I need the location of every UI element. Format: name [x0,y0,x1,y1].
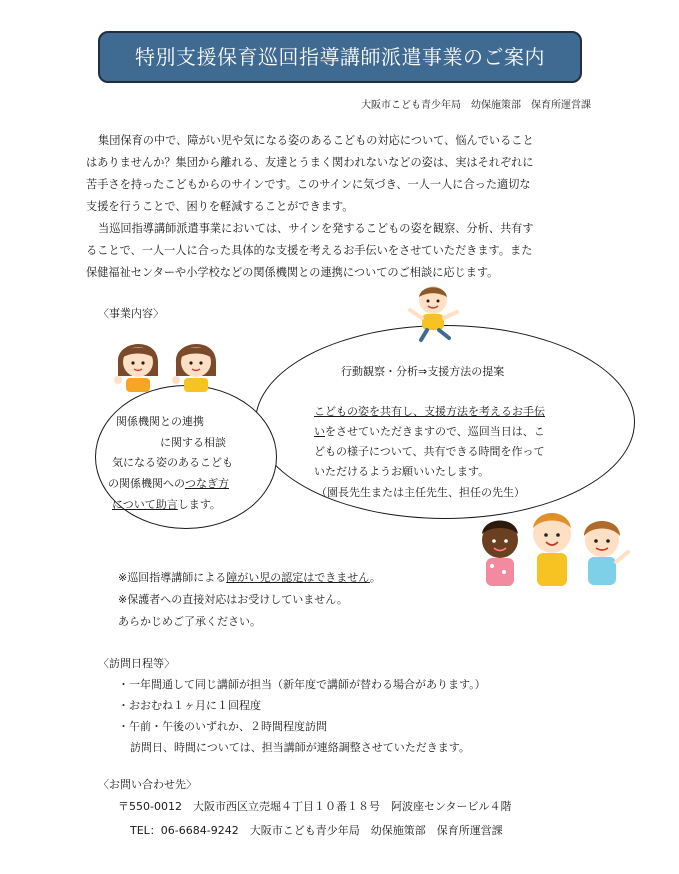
girl-right-icon [172,344,216,392]
contact-address: 〒550-0012 大阪市西区立売堀４丁目１０番１８号 阿波座センタービル４階 [118,800,512,813]
right-circle-line: （園長先生または主任先生、担任の先生） [316,486,525,499]
three-kids-illustration [470,500,635,592]
schedule-item: ・午前・午後のいずれか、２時間程度訪問 [118,720,327,733]
kid-middle-icon [533,513,571,586]
left-circle-line: の関係機関へのつなぎ方 [108,477,229,490]
note-certification: ※巡回指導講師による障がい児の認定はできません。 [118,571,381,584]
left-circle-heading-2: に関する相談 [160,436,226,449]
girl-kids-illustration [112,332,222,394]
right-circle-heading: 行動観察・分析⇒支援方法の提案 [341,365,505,378]
schedule-label: 〈訪問日程等〉 [98,657,175,670]
kid-left-icon [482,521,518,587]
right-circle-line: どもの様子について、共有できる時間を作って [314,445,545,458]
intro-line: 保健福祉センターや小学校などの関係機関との連携についてのご相談に応じます。 [86,266,499,279]
right-circle-line: いただけるようお願いいたします。 [314,465,490,478]
contact-label: 〈お問い合わせ先〉 [98,778,197,791]
page-title: 特別支援保育巡回指導講師派遣事業のご案内 [98,31,582,83]
girl-left-icon [114,344,158,392]
intro-line: 当巡回指導講師派遣事業においては、サインを発するこどもの姿を観察、分析、共有す [98,222,534,235]
department-name: 大阪市こども青少年局 幼保施策部 保育所運営課 [361,100,591,111]
right-circle-line: いをさせていただきますので、巡回当日は、こ [314,425,545,438]
schedule-extra: 訪問日、時間については、担当講師が連絡調整させていただきます。 [130,741,470,754]
jumping-boy-illustration [405,282,463,344]
intro-line: はありませんか？集団から離れる、友達とうまく関われないなどの姿は、実はそれぞれに [86,156,534,169]
schedule-item: ・一年間通して同じ講師が担当（新年度で講師が替わる場合があります。） [118,678,486,691]
schedule-item: ・おおむね１ヶ月に１回程度 [118,699,261,712]
contact-tel: TEL：06-6684-9242 大阪市こども青少年局 幼保施策部 保育所運営課 [130,824,503,837]
right-circle-line: こどもの姿を共有し、支援方法を考えるお手伝 [314,405,545,418]
kid-right-icon [584,521,628,585]
business-label: 〈事業内容〉 [98,307,164,320]
intro-line: 苦手さを持ったこどもからのサインです。このサインに気づき、一人一人に合った適切な [86,178,531,191]
intro-line: 支援を行うことで、困りを軽減することができます。 [86,200,354,213]
note-guardian: ※保護者への直接対応はお受けしていません。 [118,593,348,606]
note-acknowledge: あらかじめご了承ください。 [118,615,261,628]
left-circle-line: について助言します。 [112,498,221,511]
intro-line: ることで、一人一人に合った具体的な支援を考えるお手伝いをさせていただきます。また [86,244,533,257]
intro-line: 集団保育の中で、障がい児や気になる姿のあるこどもの対応について、悩んでいること [98,134,534,147]
left-circle-line: 気になる姿のあるこども [112,456,233,469]
left-circle-heading: 関係機関との連携 [116,415,204,428]
